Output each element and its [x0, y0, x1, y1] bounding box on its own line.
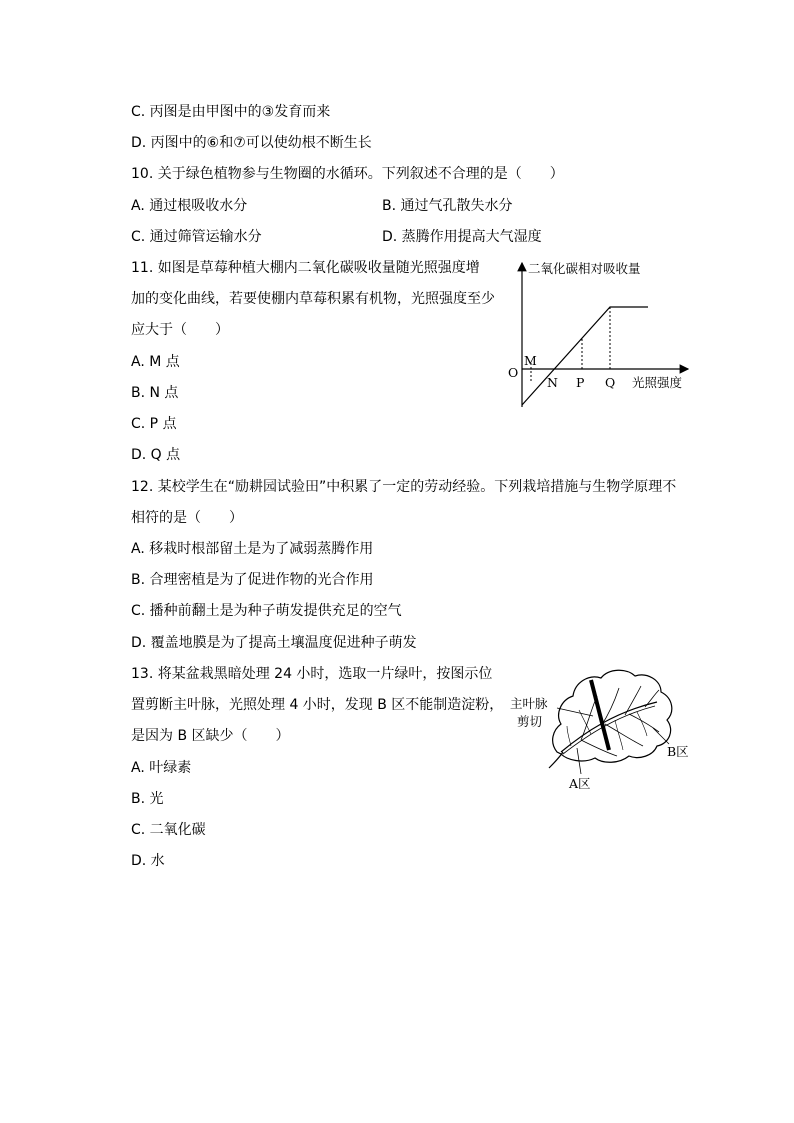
q13-stem-line3: 是因为 B 区缺少（ ）: [131, 728, 290, 744]
region-b-label: B区: [667, 744, 689, 759]
cut-label-line2: 剪切: [517, 714, 543, 729]
cut-label-line1: 主叶脉: [510, 696, 548, 711]
q12-stem-line1: 12. 某校学生在“励耕园试验田”中积累了一定的劳动经验。下列栽培措施与生物学原理不: [131, 479, 677, 495]
q12-stem-line2: 相符的是（ ）: [131, 510, 243, 526]
q10-option-b: B. 通过气孔散失水分: [382, 198, 513, 214]
q13-option-b: B. 光: [131, 791, 164, 807]
q11-stem-line3: 应大于（ ）: [131, 322, 229, 338]
co2-light-chart: [500, 255, 700, 415]
q12-option-c: C. 播种前翻土是为种子萌发提供充足的空气: [131, 603, 402, 619]
q13-stem-line2: 置剪断主叶脉，光照处理 4 小时，发现 B 区不能制造淀粉，: [131, 697, 504, 713]
q9-option-d: D. 丙图中的⑥和⑦可以使幼根不断生长: [131, 135, 372, 151]
q11-option-c: C. P 点: [131, 416, 177, 432]
q13-option-c: C. 二氧化碳: [131, 822, 206, 838]
q13-option-a: A. 叶绿素: [131, 760, 192, 776]
leaf-figure: [505, 660, 700, 795]
q11-option-a: A. M 点: [131, 354, 180, 370]
point-label-n: N: [547, 375, 558, 390]
q12-option-a: A. 移栽时根部留土是为了减弱蒸腾作用: [131, 541, 374, 557]
co2-curve: [522, 307, 648, 405]
q10-option-c: C. 通过筛管运输水分: [131, 229, 262, 245]
q10-option-a: A. 通过根吸收水分: [131, 198, 248, 214]
point-label-p: P: [576, 375, 585, 390]
region-a-label: A区: [569, 776, 591, 791]
q11-stem-line1: 11. 如图是草莓种植大棚内二氧化碳吸收量随光照强度增: [131, 260, 480, 276]
q13-stem-line1: 13. 将某盆栽黑暗处理 24 小时，选取一片绿叶，按图示位: [131, 666, 493, 682]
q11-option-d: D. Q 点: [131, 447, 181, 463]
x-axis-label: 光照强度: [632, 375, 683, 390]
point-label-m: M: [524, 353, 537, 368]
q12-option-d: D. 覆盖地膜是为了提高土壤温度促进种子萌发: [131, 635, 417, 651]
y-axis-label: 二氧化碳相对吸收量: [528, 261, 641, 276]
q9-option-c: C. 丙图是由甲图中的③发育而来: [131, 104, 331, 120]
q11-option-b: B. N 点: [131, 385, 179, 401]
leaf-petiole: [549, 752, 563, 768]
q12-option-b: B. 合理密植是为了促进作物的光合作用: [131, 572, 374, 588]
q13-option-d: D. 水: [131, 853, 165, 869]
point-label-q: Q: [605, 375, 616, 390]
origin-label: O: [508, 365, 519, 380]
q10-option-d: D. 蒸腾作用提高大气湿度: [382, 229, 542, 245]
q10-stem: 10. 关于绿色植物参与生物圈的水循环。下列叙述不合理的是（ ）: [131, 166, 564, 182]
q11-stem-line2: 加的变化曲线，若要使棚内草莓积累有机物，光照强度至少: [131, 291, 495, 307]
